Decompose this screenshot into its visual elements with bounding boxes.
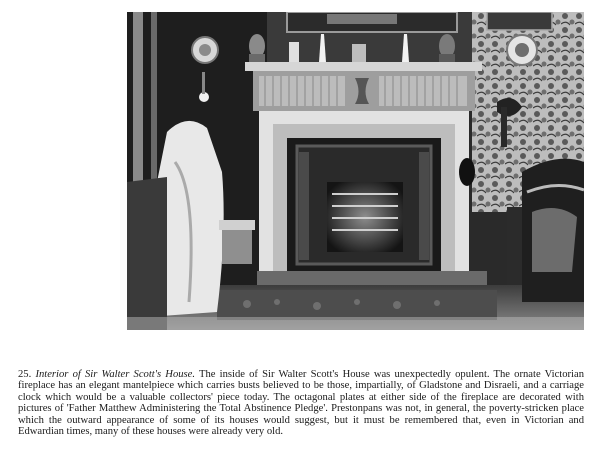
interior-photograph <box>127 12 584 330</box>
figure-title: Interior of Sir Walter Scott's House. <box>35 369 196 380</box>
figure-number: 25. <box>18 369 32 380</box>
figure-body: The inside of Sir Walter Scott's House was unexpectedly opulent. The ornate Victorian fireplace has an elegant mantelpiece which carries busts believed to be those, impartially, of Gladstone and Disraeli, and a carriage clock which would be a valuable collectors' piece today. The octagonal plates at either side of the fireplace are decorated with pictures of 'Father Matthew Administering the Total Abstinence Pledge'. Prestonpans was not, in general, the poverty-stricken place which the outward appearance of some of its houses would suggest, but it must be remembered that, even in Victorian and Edwardian times, many of these houses were already very old. <box>18 369 584 438</box>
figure-caption <box>18 369 584 437</box>
